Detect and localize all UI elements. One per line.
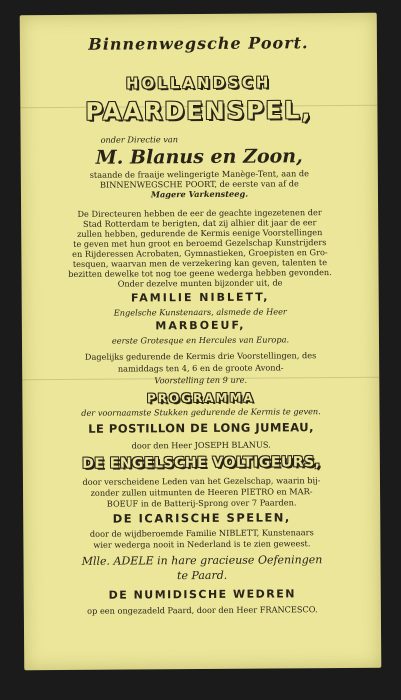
intro-line: Stad Rotterdam te berigten, dat zij alhier dit jaar de eer bbox=[82, 217, 317, 229]
tent-line2: BINNENWEGSCHE POORT, de eerste van af de bbox=[99, 178, 299, 190]
tent-line1: staande de fraaije welingerigte Manège-Tent, aan de bbox=[89, 168, 310, 180]
poster-sheet bbox=[20, 13, 382, 670]
place-header: Binnenwegsche Poort. bbox=[88, 33, 309, 54]
program-item-voltigeurs-desc: door verscheidene Leden van het Gezelschap, waarin bij- bbox=[82, 475, 321, 487]
schedule-line: Voorstelling ten 9 ure. bbox=[154, 374, 248, 386]
program-item-icarische: DE ICARISCHE SPELEN, bbox=[112, 510, 291, 526]
family-niblett: FAMILIE NIBLETT, bbox=[130, 290, 270, 305]
program-item-adele-2: te Paard. bbox=[176, 568, 228, 583]
intro-line: tesquen, waarvan men de verzekering kan geven, talenten te bbox=[72, 257, 328, 269]
intro-line: bezitten dewelke tot nog toe geene wederga hebben gevonden. bbox=[68, 267, 332, 279]
intro-line: Onder dezelve munten bijzonder uit, de bbox=[117, 277, 283, 289]
program-sub: der voornaamste Stukken gedurende de Kermis te geven. bbox=[81, 406, 321, 418]
program-item-numidische-desc: op een ongezadeld Paard, door den Heer FRANCESCO. bbox=[87, 604, 318, 616]
intro-line: De Directeuren hebben de eer de geachte ingezetenen der bbox=[77, 207, 322, 219]
family-sub: Engelsche Kunstenaars, alsmede de Heer bbox=[113, 306, 287, 318]
program-item-postillon-by: door den Heer JOSEPH BLANUS. bbox=[131, 439, 271, 451]
poster-content bbox=[20, 13, 382, 670]
title-hollandsch: HOLLANDSCH bbox=[125, 73, 272, 93]
program-item-icarische-desc: door de wijdberoemde Familie NIBLETT, Kunstenaars bbox=[89, 527, 314, 539]
program-item-postillon: LE POSTILLON DE LONG JUMEAU, bbox=[88, 420, 315, 436]
program-item-numidische: DE NUMIDISCHE WEDREN bbox=[108, 587, 296, 602]
company-name: M. Blanus en Zoon, bbox=[95, 145, 303, 169]
program-item-adele: Mlle. ADELE in hare gracieuse Oefeningen bbox=[81, 553, 323, 568]
program-title: PROGRAMMA bbox=[146, 390, 255, 406]
marboeuf-name: MARBOEUF, bbox=[155, 318, 246, 333]
program-item-icarische-desc: wier wederga nooit in Nederland is te zien geweest. bbox=[93, 538, 311, 550]
intro-line: te geven met hun groot en beroemd Gezelschap Kunstrijders bbox=[73, 237, 327, 249]
schedule-line: namiddags ten 4, 6 en de groote Avond- bbox=[117, 362, 284, 374]
program-item-voltigeurs: DE ENGELSCHE VOLTIGEURS, bbox=[82, 454, 321, 472]
tent-line3: Magere Varkensteeg. bbox=[150, 188, 249, 200]
intro-line: zullen hebben, gedurende de Kermis eenige Voorstellingen bbox=[77, 227, 323, 239]
direction-prefix: onder Directie van bbox=[100, 134, 179, 145]
title-paardenspel: PAARDENSPEL, bbox=[85, 96, 313, 126]
program-item-voltigeurs-desc: zonder zullen uitmunten de Heeren PIETRO en MAR- bbox=[90, 486, 313, 498]
marboeuf-sub: eerste Grotesque en Hercules van Europa. bbox=[111, 334, 290, 346]
intro-line: en Rijderessen Acrobaten, Gymnastieken, Groepisten en Gro- bbox=[72, 247, 328, 259]
program-item-voltigeurs-desc: BOEUF in de Batterij-Sprong over 7 Paarden. bbox=[106, 497, 297, 509]
schedule-line: Dagelijks gedurende de Kermis drie Voorstellingen, des bbox=[84, 350, 317, 362]
